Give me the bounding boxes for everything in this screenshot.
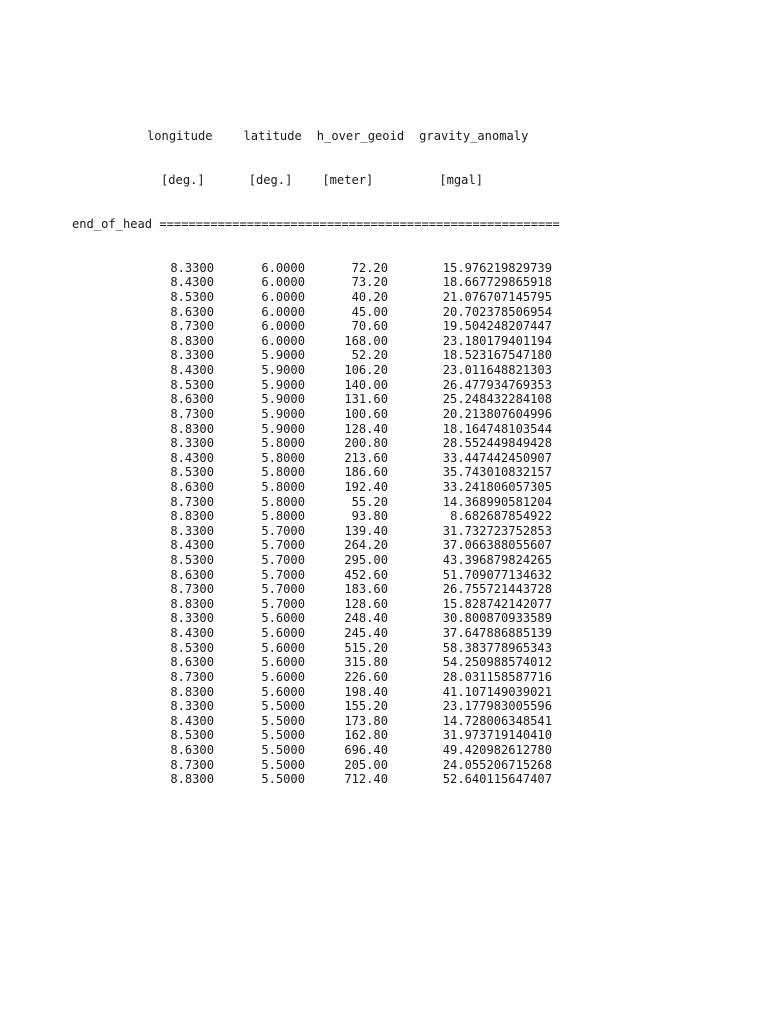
table-row bbox=[72, 305, 560, 320]
latitude-cell: 5.9000 bbox=[261, 348, 305, 363]
longitude-cell: 8.7300 bbox=[170, 669, 214, 684]
latitude-cell: 5.5000 bbox=[261, 742, 305, 757]
h-over-geoid-cell: 200.80 bbox=[344, 436, 388, 451]
longitude-cell: 8.8300 bbox=[170, 421, 214, 436]
gravity-anomaly-cell: 28.552449849428 bbox=[442, 436, 552, 451]
h-over-geoid-cell: 93.80 bbox=[351, 509, 388, 524]
gravity-anomaly-cell: 15.828742142077 bbox=[442, 596, 552, 611]
gravity-anomaly-cell: 21.076707145795 bbox=[442, 290, 552, 305]
gravity-anomaly-cell: 31.973719140410 bbox=[442, 728, 552, 743]
longitude-cell: 8.5300 bbox=[170, 377, 214, 392]
table-row bbox=[72, 465, 560, 480]
gravity-anomaly-cell: 18.164748103544 bbox=[442, 421, 552, 436]
table-row bbox=[72, 407, 560, 422]
longitude-cell: 8.8300 bbox=[170, 333, 214, 348]
longitude-cell: 8.4300 bbox=[170, 275, 214, 290]
longitude-cell: 8.3300 bbox=[170, 611, 214, 626]
longitude-cell: 8.5300 bbox=[170, 640, 214, 655]
latitude-cell: 6.0000 bbox=[261, 275, 305, 290]
longitude-cell: 8.3300 bbox=[170, 260, 214, 275]
latitude-cell: 5.6000 bbox=[261, 640, 305, 655]
h-over-geoid-cell: 515.20 bbox=[344, 640, 388, 655]
latitude-cell: 5.8000 bbox=[261, 494, 305, 509]
col-unit-gravity-anomaly: [mgal] bbox=[439, 173, 484, 188]
gravity-anomaly-cell: 30.800870933589 bbox=[442, 611, 552, 626]
col-unit-h-over-geoid: [meter] bbox=[322, 173, 374, 188]
gravity-anomaly-cell: 23.180179401194 bbox=[442, 333, 552, 348]
gravity-anomaly-cell: 54.250988574012 bbox=[442, 655, 552, 670]
gravity-anomaly-cell: 37.647886885139 bbox=[442, 626, 552, 641]
h-over-geoid-cell: 162.80 bbox=[344, 728, 388, 743]
latitude-cell: 5.5000 bbox=[261, 699, 305, 714]
gravity-anomaly-cell: 15.976219829739 bbox=[442, 260, 552, 275]
gravity-anomaly-cell: 31.732723752853 bbox=[442, 523, 552, 538]
longitude-cell: 8.7300 bbox=[170, 757, 214, 772]
latitude-cell: 5.8000 bbox=[261, 436, 305, 451]
gravity-anomaly-cell: 49.420982612780 bbox=[442, 742, 552, 757]
h-over-geoid-cell: 245.40 bbox=[344, 626, 388, 641]
table-row bbox=[72, 670, 560, 685]
col-unit-latitude: [deg.] bbox=[248, 173, 293, 188]
gravity-anomaly-cell: 41.107149039021 bbox=[442, 684, 552, 699]
latitude-cell: 5.8000 bbox=[261, 450, 305, 465]
table-row bbox=[72, 334, 560, 349]
table-row bbox=[72, 655, 560, 670]
gravity-anomaly-cell: 35.743010832157 bbox=[442, 465, 552, 480]
gravity-anomaly-cell: 37.066388055607 bbox=[442, 538, 552, 553]
longitude-cell: 8.3300 bbox=[170, 436, 214, 451]
table-row bbox=[72, 319, 560, 334]
longitude-cell: 8.6300 bbox=[170, 392, 214, 407]
latitude-cell: 5.7000 bbox=[261, 538, 305, 553]
h-over-geoid-cell: 70.60 bbox=[351, 319, 388, 334]
latitude-cell: 6.0000 bbox=[261, 260, 305, 275]
latitude-cell: 5.7000 bbox=[261, 523, 305, 538]
h-over-geoid-cell: 40.20 bbox=[351, 290, 388, 305]
h-over-geoid-cell: 205.00 bbox=[344, 757, 388, 772]
longitude-cell: 8.7300 bbox=[170, 494, 214, 509]
latitude-cell: 5.6000 bbox=[261, 611, 305, 626]
longitude-cell: 8.3300 bbox=[170, 523, 214, 538]
latitude-cell: 5.7000 bbox=[261, 567, 305, 582]
gravity-anomaly-cell: 58.383778965343 bbox=[442, 640, 552, 655]
longitude-cell: 8.4300 bbox=[170, 450, 214, 465]
longitude-cell: 8.8300 bbox=[170, 684, 214, 699]
table-row bbox=[72, 261, 560, 276]
latitude-cell: 5.8000 bbox=[261, 465, 305, 480]
table-row bbox=[72, 714, 560, 729]
latitude-cell: 5.9000 bbox=[261, 392, 305, 407]
h-over-geoid-cell: 73.20 bbox=[351, 275, 388, 290]
latitude-cell: 5.9000 bbox=[261, 421, 305, 436]
h-over-geoid-cell: 55.20 bbox=[351, 494, 388, 509]
latitude-cell: 5.7000 bbox=[261, 596, 305, 611]
col-unit-longitude: [deg.] bbox=[161, 173, 205, 188]
col-name-gravity-anomaly: gravity_anomaly bbox=[419, 129, 529, 144]
longitude-cell: 8.3300 bbox=[170, 348, 214, 363]
table-row bbox=[72, 509, 560, 524]
h-over-geoid-cell: 186.60 bbox=[344, 465, 388, 480]
table-row bbox=[72, 451, 560, 466]
longitude-cell: 8.6300 bbox=[170, 304, 214, 319]
latitude-cell: 5.8000 bbox=[261, 479, 305, 494]
h-over-geoid-cell: 696.40 bbox=[344, 742, 388, 757]
header-units-row bbox=[72, 173, 560, 188]
h-over-geoid-cell: 155.20 bbox=[344, 699, 388, 714]
data-rows bbox=[72, 261, 560, 787]
h-over-geoid-cell: 315.80 bbox=[344, 655, 388, 670]
table-row bbox=[72, 611, 560, 626]
longitude-cell: 8.6300 bbox=[170, 742, 214, 757]
longitude-cell: 8.8300 bbox=[170, 509, 214, 524]
h-over-geoid-cell: 712.40 bbox=[344, 772, 388, 787]
table-row bbox=[72, 597, 560, 612]
table-row bbox=[72, 538, 560, 553]
gravity-anomaly-cell: 18.523167547180 bbox=[442, 348, 552, 363]
h-over-geoid-cell: 248.40 bbox=[344, 611, 388, 626]
h-over-geoid-cell: 226.60 bbox=[344, 669, 388, 684]
end-of-head-row bbox=[72, 217, 560, 232]
table-row bbox=[72, 568, 560, 583]
header-names-row bbox=[72, 129, 560, 144]
table-row bbox=[72, 480, 560, 495]
latitude-cell: 5.5000 bbox=[261, 757, 305, 772]
gravity-anomaly-cell: 14.368990581204 bbox=[442, 494, 552, 509]
gravity-anomaly-cell: 24.055206715268 bbox=[442, 757, 552, 772]
h-over-geoid-cell: 140.00 bbox=[344, 377, 388, 392]
table-row bbox=[72, 626, 560, 641]
latitude-cell: 5.9000 bbox=[261, 363, 305, 378]
latitude-cell: 6.0000 bbox=[261, 304, 305, 319]
latitude-cell: 5.9000 bbox=[261, 406, 305, 421]
table-row bbox=[72, 495, 560, 510]
end-of-head-label: end_of_head bbox=[72, 216, 153, 231]
table-row bbox=[72, 436, 560, 451]
h-over-geoid-cell: 213.60 bbox=[344, 450, 388, 465]
h-over-geoid-cell: 128.40 bbox=[344, 421, 388, 436]
gravity-anomaly-cell: 26.477934769353 bbox=[442, 377, 552, 392]
h-over-geoid-cell: 45.00 bbox=[351, 304, 388, 319]
h-over-geoid-cell: 295.00 bbox=[344, 553, 388, 568]
gravity-anomaly-cell: 19.504248207447 bbox=[442, 319, 552, 334]
latitude-cell: 5.6000 bbox=[261, 655, 305, 670]
gravity-anomaly-cell: 51.709077134632 bbox=[442, 567, 552, 582]
longitude-cell: 8.6300 bbox=[170, 479, 214, 494]
table-row bbox=[72, 363, 560, 378]
h-over-geoid-cell: 139.40 bbox=[344, 523, 388, 538]
gravity-anomaly-cell: 8.682687854922 bbox=[450, 509, 552, 524]
longitude-cell: 8.6300 bbox=[170, 567, 214, 582]
h-over-geoid-cell: 192.40 bbox=[344, 479, 388, 494]
table-row bbox=[72, 758, 560, 773]
col-name-latitude: latitude bbox=[243, 129, 302, 144]
longitude-cell: 8.4300 bbox=[170, 363, 214, 378]
gravity-anomaly-cell: 14.728006348541 bbox=[442, 713, 552, 728]
gravity-anomaly-cell: 20.213807604996 bbox=[442, 406, 552, 421]
table-row bbox=[72, 348, 560, 363]
gravity-anomaly-cell: 52.640115647407 bbox=[442, 772, 552, 787]
gravity-anomaly-cell: 23.011648821303 bbox=[442, 363, 552, 378]
longitude-cell: 8.6300 bbox=[170, 655, 214, 670]
h-over-geoid-cell: 106.20 bbox=[344, 363, 388, 378]
table-row bbox=[72, 728, 560, 743]
longitude-cell: 8.4300 bbox=[170, 626, 214, 641]
longitude-cell: 8.8300 bbox=[170, 596, 214, 611]
h-over-geoid-cell: 100.60 bbox=[344, 406, 388, 421]
longitude-cell: 8.7300 bbox=[170, 406, 214, 421]
gravity-anomaly-cell: 28.031158587716 bbox=[442, 669, 552, 684]
h-over-geoid-cell: 168.00 bbox=[344, 333, 388, 348]
gravity-anomaly-cell: 18.667729865918 bbox=[442, 275, 552, 290]
gravity-anomaly-cell: 43.396879824265 bbox=[442, 553, 552, 568]
col-name-h-over-geoid: h_over_geoid bbox=[316, 129, 405, 144]
data-table-document bbox=[72, 100, 560, 801]
latitude-cell: 5.5000 bbox=[261, 728, 305, 743]
longitude-cell: 8.5300 bbox=[170, 290, 214, 305]
table-row bbox=[72, 290, 560, 305]
longitude-cell: 8.5300 bbox=[170, 728, 214, 743]
h-over-geoid-cell: 52.20 bbox=[351, 348, 388, 363]
latitude-cell: 6.0000 bbox=[261, 319, 305, 334]
longitude-cell: 8.5300 bbox=[170, 553, 214, 568]
table-row bbox=[72, 699, 560, 714]
h-over-geoid-cell: 128.60 bbox=[344, 596, 388, 611]
longitude-cell: 8.7300 bbox=[170, 319, 214, 334]
table-row bbox=[72, 392, 560, 407]
table-row bbox=[72, 524, 560, 539]
latitude-cell: 5.8000 bbox=[261, 509, 305, 524]
gravity-anomaly-cell: 33.447442450907 bbox=[442, 450, 552, 465]
latitude-cell: 6.0000 bbox=[261, 290, 305, 305]
h-over-geoid-cell: 131.60 bbox=[344, 392, 388, 407]
latitude-cell: 5.7000 bbox=[261, 582, 305, 597]
longitude-cell: 8.7300 bbox=[170, 582, 214, 597]
h-over-geoid-cell: 173.80 bbox=[344, 713, 388, 728]
latitude-cell: 5.7000 bbox=[261, 553, 305, 568]
h-over-geoid-cell: 72.20 bbox=[351, 260, 388, 275]
table-row bbox=[72, 553, 560, 568]
table-row bbox=[72, 378, 560, 393]
table-row bbox=[72, 772, 560, 787]
table-row bbox=[72, 685, 560, 700]
gravity-anomaly-cell: 33.241806057305 bbox=[442, 479, 552, 494]
gravity-anomaly-cell: 20.702378506954 bbox=[442, 304, 552, 319]
h-over-geoid-cell: 198.40 bbox=[344, 684, 388, 699]
h-over-geoid-cell: 264.20 bbox=[344, 538, 388, 553]
col-name-longitude: longitude bbox=[147, 129, 213, 144]
latitude-cell: 5.5000 bbox=[261, 772, 305, 787]
gravity-anomaly-cell: 26.755721443728 bbox=[442, 582, 552, 597]
header-separator: ======================================================= bbox=[159, 216, 560, 231]
table-row bbox=[72, 641, 560, 656]
table-row bbox=[72, 422, 560, 437]
latitude-cell: 5.9000 bbox=[261, 377, 305, 392]
table-row bbox=[72, 743, 560, 758]
latitude-cell: 5.6000 bbox=[261, 626, 305, 641]
longitude-cell: 8.3300 bbox=[170, 699, 214, 714]
table-row bbox=[72, 275, 560, 290]
longitude-cell: 8.4300 bbox=[170, 538, 214, 553]
latitude-cell: 5.6000 bbox=[261, 669, 305, 684]
gravity-anomaly-cell: 23.177983005596 bbox=[442, 699, 552, 714]
latitude-cell: 5.5000 bbox=[261, 713, 305, 728]
longitude-cell: 8.8300 bbox=[170, 772, 214, 787]
latitude-cell: 6.0000 bbox=[261, 333, 305, 348]
longitude-cell: 8.4300 bbox=[170, 713, 214, 728]
h-over-geoid-cell: 452.60 bbox=[344, 567, 388, 582]
gravity-anomaly-cell: 25.248432284108 bbox=[442, 392, 552, 407]
latitude-cell: 5.6000 bbox=[261, 684, 305, 699]
longitude-cell: 8.5300 bbox=[170, 465, 214, 480]
h-over-geoid-cell: 183.60 bbox=[344, 582, 388, 597]
table-row bbox=[72, 582, 560, 597]
